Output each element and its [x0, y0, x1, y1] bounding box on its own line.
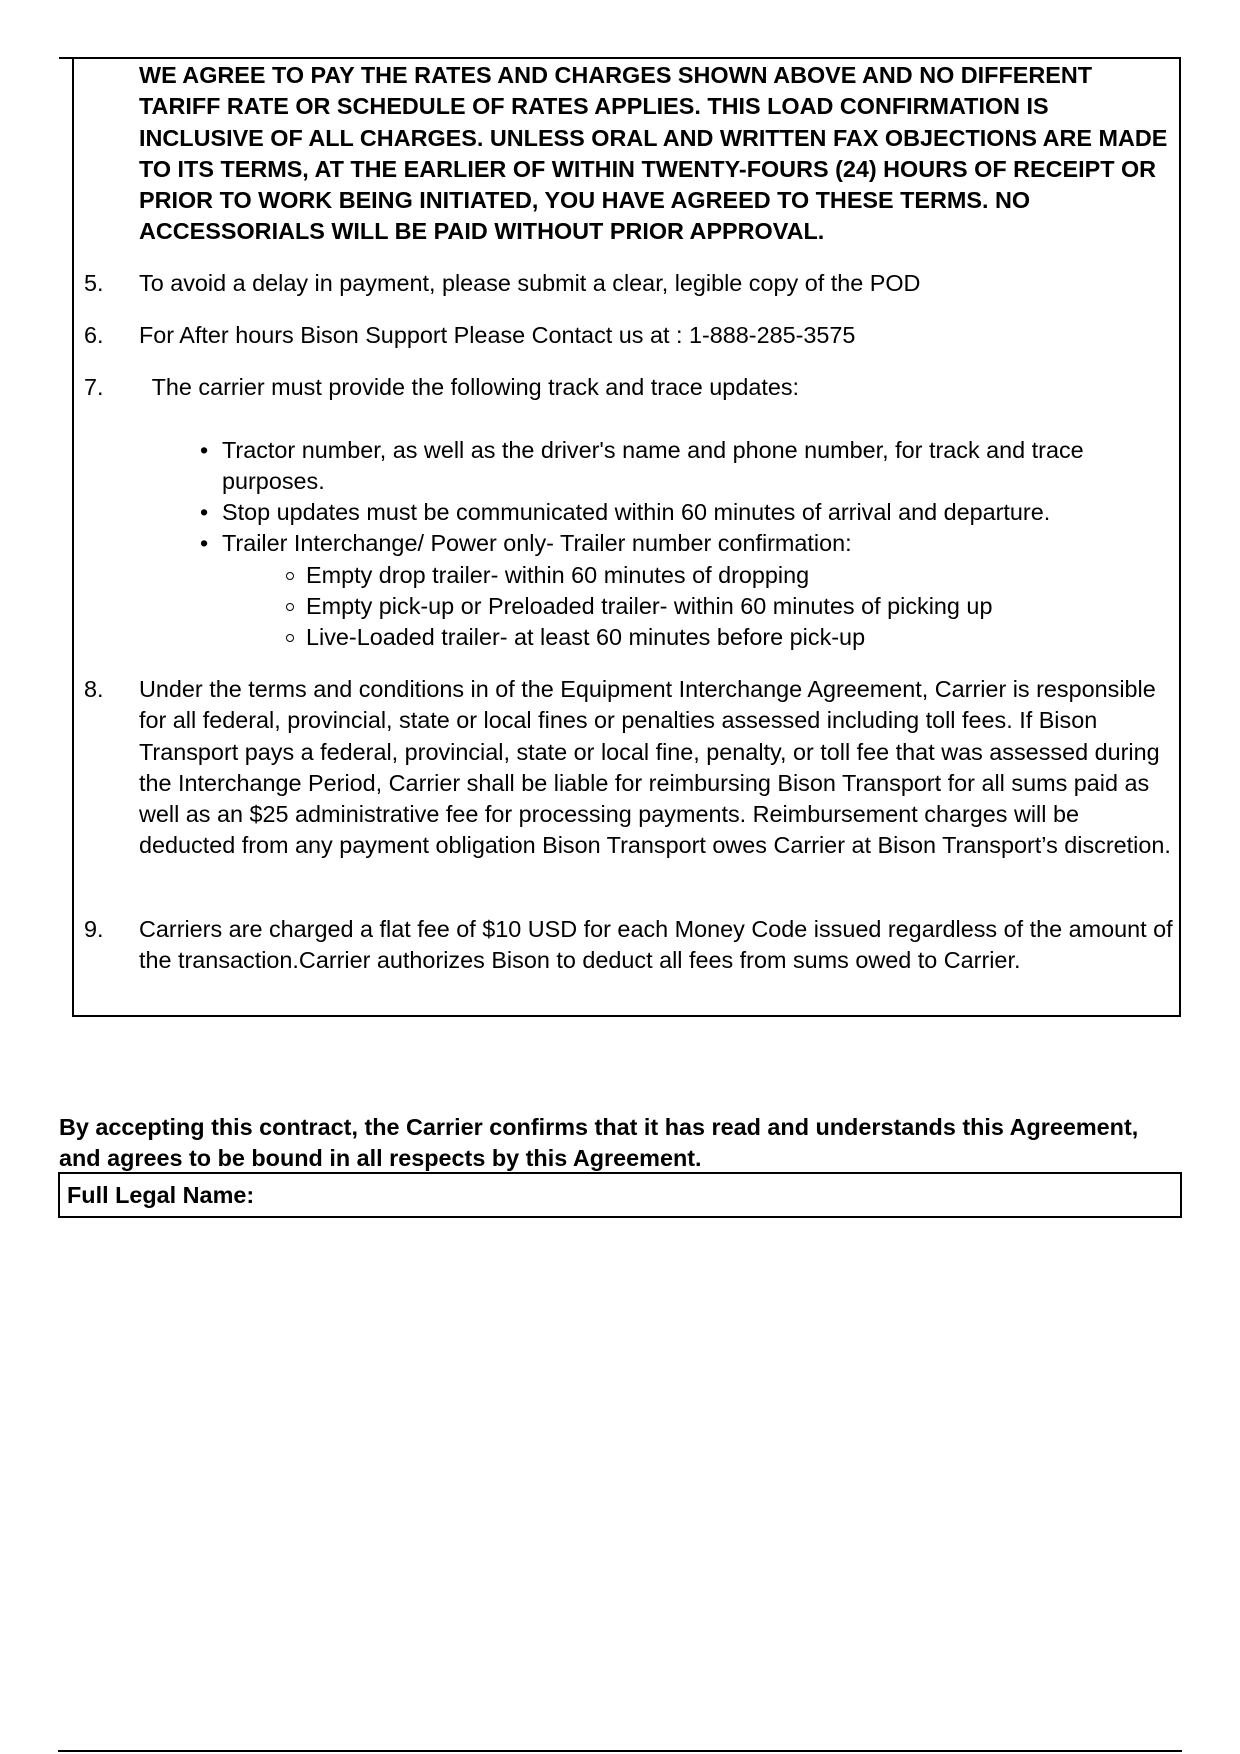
list-item	[200, 497, 1182, 528]
term-text: The carrier must provide the following track and trace updates:	[139, 374, 800, 400]
term-number: 7.	[84, 374, 104, 400]
sub-list-item	[306, 591, 992, 622]
list-item-text: Tractor number, as well as the driver's name and phone number, for track and trace purposes.	[222, 437, 1084, 495]
bullet-icon: •	[200, 530, 209, 556]
term-text: Under the terms and conditions in of the Equipment Interchange Agreement, Carrier is responsible for all federal, provincial, state or local fines or penalties assessed including toll fees. If Bison Transport pays a federal, provincial, state or local fine, penalty, or toll fee that was assessed during the Interchange Period, Carrier shall be liable for reimbursing Bison Transport for all sums paid as well as an $25 administrative fee for processing payments. Reimbursement charges will be deducted from any payment obligation Bison Transport owes Carrier at Bison Transport’s discretion.	[139, 676, 1171, 859]
term-number: 8.	[84, 676, 104, 702]
list-item	[200, 528, 1182, 559]
sub-list-item-text: Live-Loaded trailer- at least 60 minutes before pick-up	[306, 624, 866, 650]
bullet-icon: •	[200, 499, 209, 525]
sub-list-item-text: Empty drop trailer- within 60 minutes of dropping	[306, 562, 810, 588]
list-item-text: Stop updates must be communicated within 60 minutes of arrival and departure.	[222, 499, 1051, 525]
term-text: To avoid a delay in payment, please submit a clear, legible copy of the POD	[139, 270, 921, 296]
bullet-icon: •	[200, 437, 209, 463]
term-text: Carriers are charged a flat fee of $10 USD for each Money Code issued regardless of the amount of the transaction.Carrier authorizes Bison to deduct all fees from sums owed to Carrier.	[139, 916, 1173, 974]
top-left-rule	[59, 57, 73, 59]
list-item	[200, 435, 1182, 498]
term-number: 9.	[84, 916, 104, 942]
full-legal-name-field[interactable]	[58, 1172, 1182, 1218]
term-number: 6.	[84, 322, 104, 348]
rates-agreement-paragraph: WE AGREE TO PAY THE RATES AND CHARGES SHOWN ABOVE AND NO DIFFERENT TARIFF RATE OR SCHEDULE OF RATES APPLIES. THIS LOAD CONFIRMATION IS INCLUSIVE OF ALL CHARGES. UNLESS ORAL AND WRITTEN FAX OBJECTIONS ARE MADE TO ITS TERMS, AT THE EARLIER OF WITHIN TWENTY-FOURS (24) HOURS OF RECEIPT OR PRIOR TO WORK BEING INITIATED, YOU HAVE AGREED TO THESE TERMS. NO ACCESSORIALS WILL BE PAID WITHOUT PRIOR APPROVAL.	[139, 62, 1168, 245]
sub-list-item	[306, 622, 865, 653]
circle-bullet-icon	[286, 572, 294, 580]
term-number: 5.	[84, 270, 104, 296]
circle-bullet-icon	[286, 603, 294, 611]
full-legal-name-label: Full Legal Name:	[67, 1182, 255, 1208]
sub-list-item-text: Empty pick-up or Preloaded trailer- within 60 minutes of picking up	[306, 593, 993, 619]
term-text: For After hours Bison Support Please Contact us at : 1-888-285-3575	[139, 322, 856, 348]
list-item-text: Trailer Interchange/ Power only- Trailer number confirmation:	[222, 530, 852, 556]
circle-bullet-icon	[286, 634, 294, 642]
sub-list-item	[306, 560, 809, 591]
acceptance-statement: By accepting this contract, the Carrier confirms that it has read and understands this Agreement, and agrees to be bound in all respects by this Agreement.	[59, 1114, 1139, 1172]
bottom-rule	[58, 1750, 1182, 1752]
